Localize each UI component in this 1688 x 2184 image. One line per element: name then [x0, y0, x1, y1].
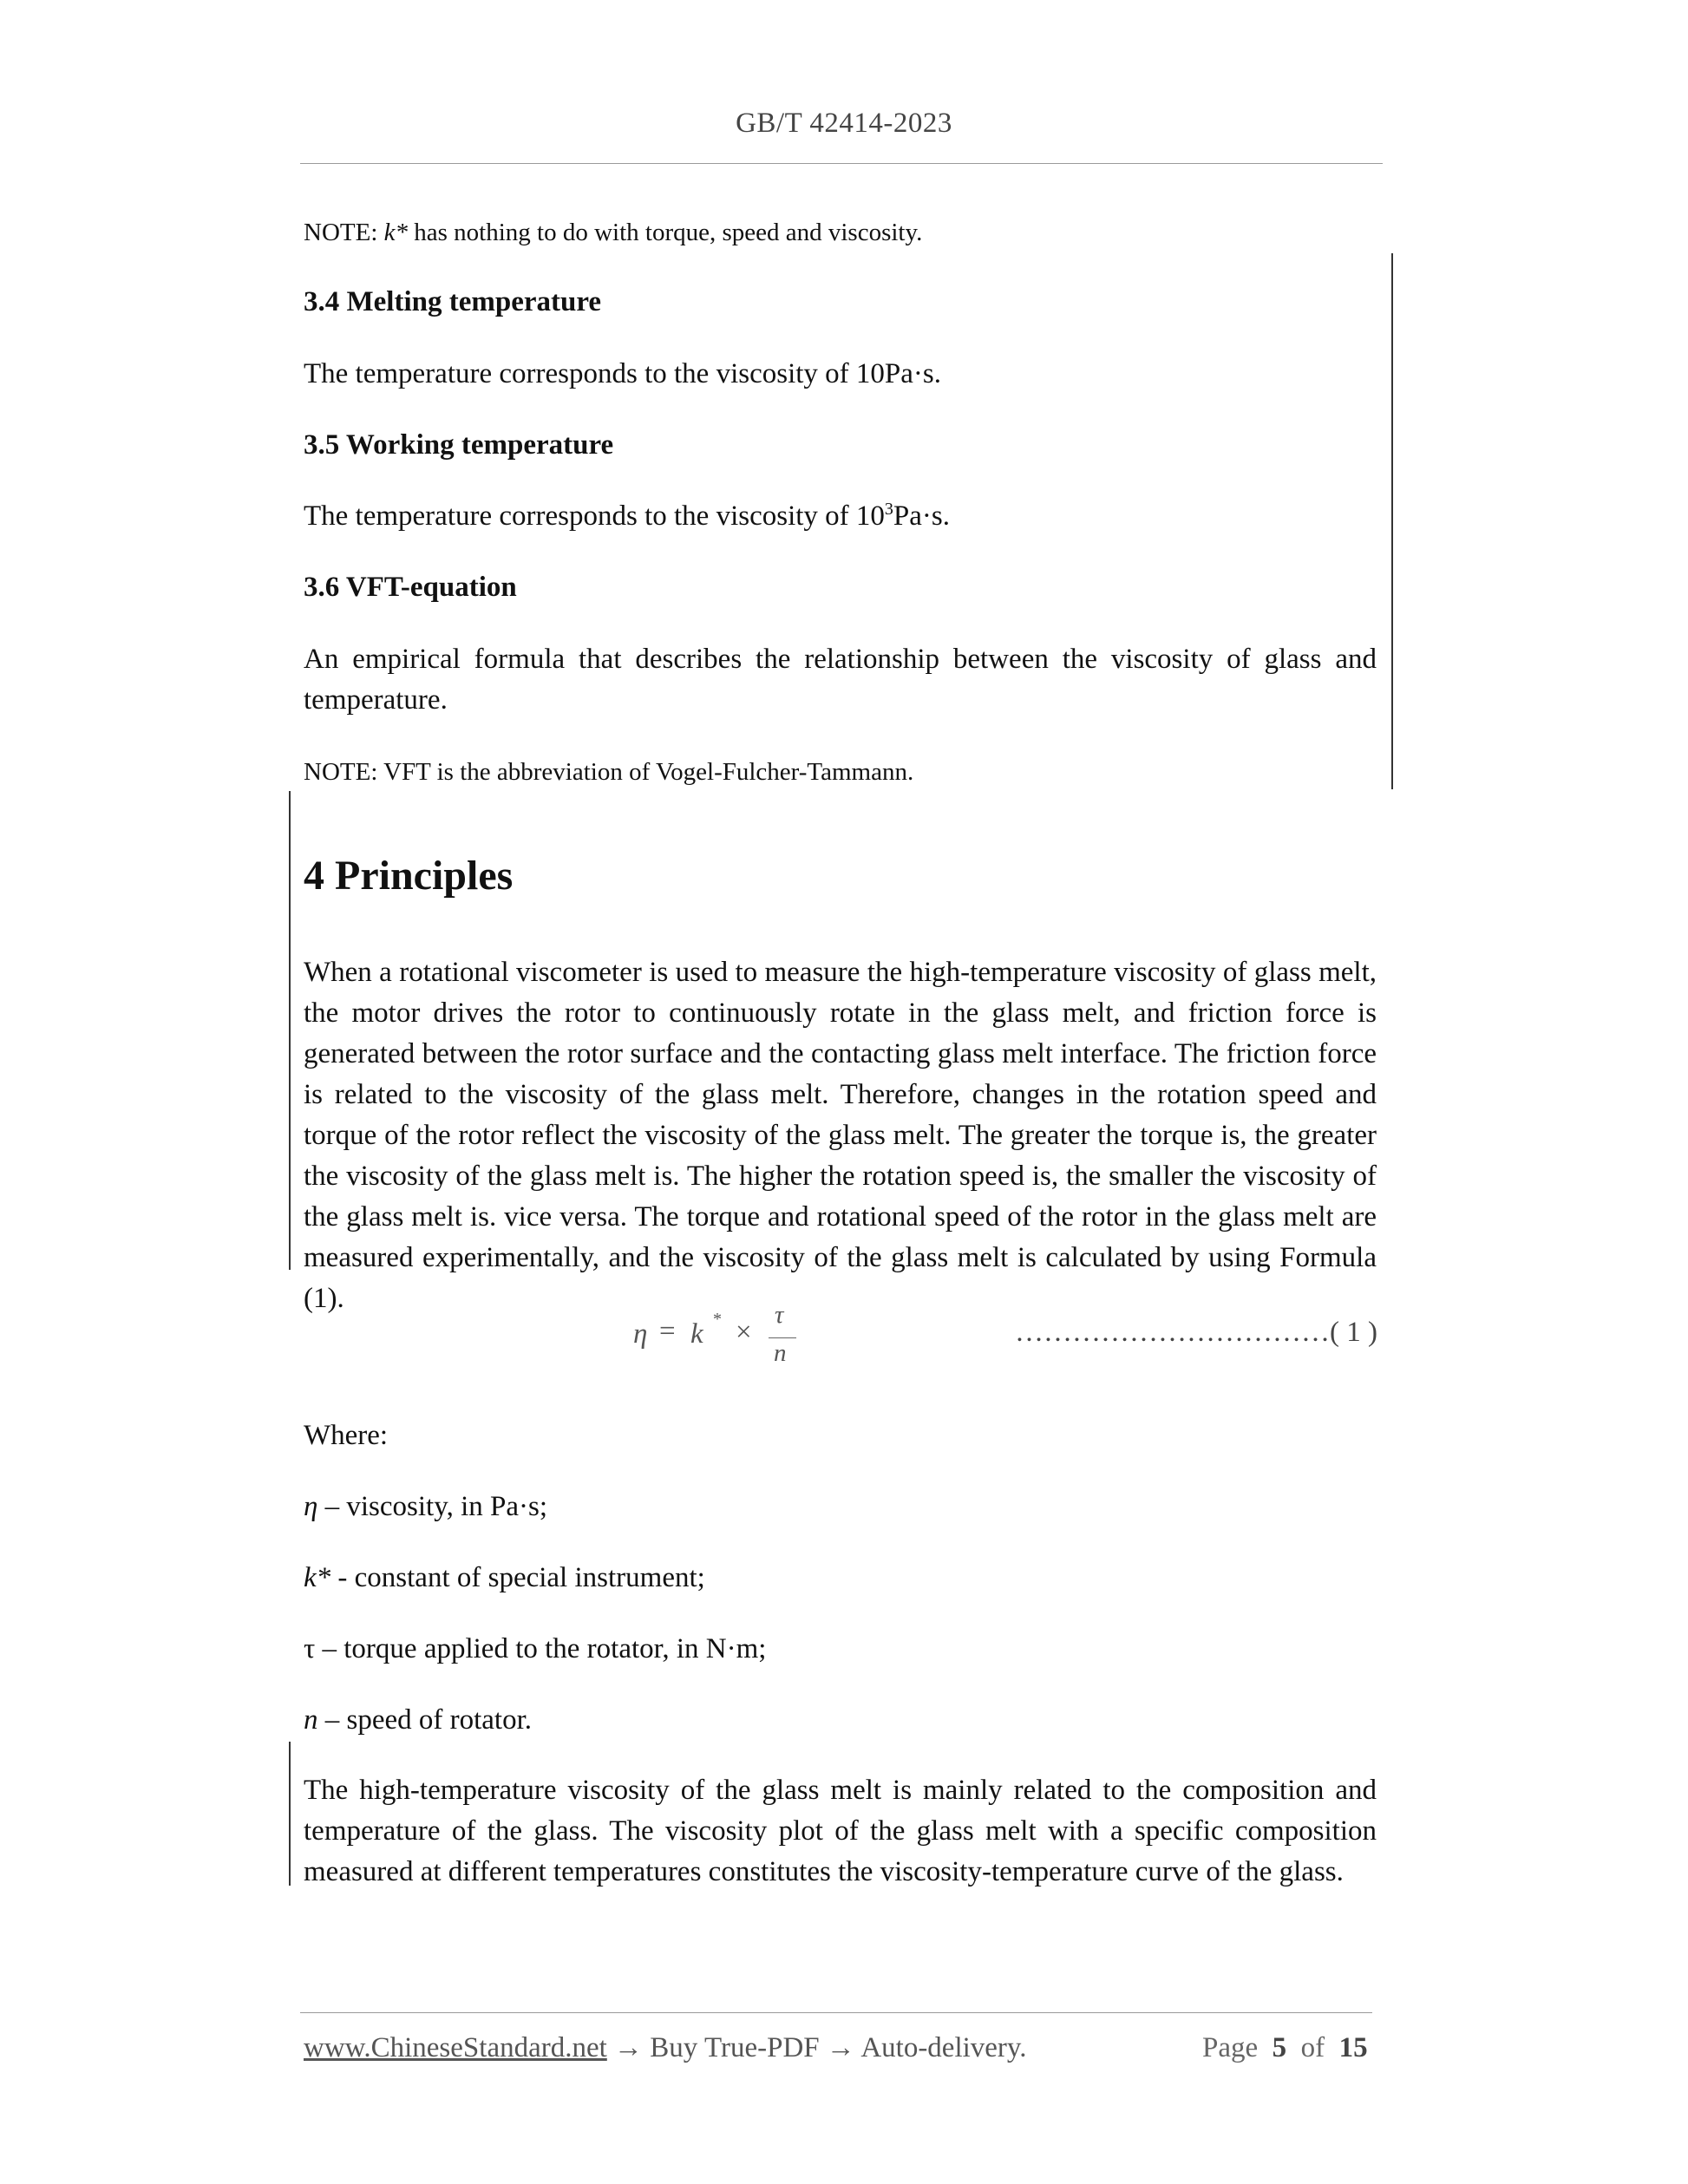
change-bar-right: [1391, 253, 1393, 789]
note-k-variable: k*: [383, 219, 408, 246]
note-prefix: NOTE:: [304, 219, 384, 246]
footer-promo: [304, 2032, 1027, 2064]
site-link[interactable]: www.ChineseStandard.net: [304, 2032, 607, 2063]
working-temp-text: The temperature corresponds to the viscosity of 10: [304, 500, 885, 532]
definition-k-star: [304, 1558, 705, 1599]
principles-paragraph: When a rotational viscometer is used to measure the high-temperature viscosity of glass melt, the motor drives the rotor to continuously rotate in the glass melt, and friction force is generated between the rotor surface and the contacting glass melt interface. The friction force is related to the viscosity of the glass melt. Therefore, changes in the rotation speed and torque of the rotor reflect the viscosity of the glass melt. The greater the torque is, the greater the viscosity of the glass melt is. The higher the rotation speed is, the smaller the viscosity of the glass melt is. vice versa. The torque and rotational speed of the rotor in the glass melt are measured experimentally, and the viscosity of the glass melt is calculated by using Formula (1).: [304, 957, 1377, 1314]
symbol-eta: η: [304, 1491, 318, 1522]
note-k-star: [304, 215, 1377, 250]
footer-divider: [300, 2012, 1372, 2013]
header-standard-code: GB/T 42414-2023: [736, 108, 952, 139]
page-number: 5: [1272, 2032, 1287, 2063]
heading-3-4: 3.4 Melting temperature: [304, 286, 602, 317]
definition-tau-text: – torque applied to the rotator, in N·m;: [315, 1633, 767, 1664]
formula-times: ×: [736, 1317, 752, 1348]
symbol-tau: τ: [304, 1633, 316, 1664]
formula-equals: =: [659, 1316, 676, 1347]
page-total: 15: [1338, 2032, 1368, 2063]
definition-eta: [304, 1487, 547, 1527]
definition-working-temperature: [304, 496, 1377, 537]
definition-n-text: – speed of rotator.: [317, 1704, 533, 1736]
note-vft: NOTE: VFT is the abbreviation of Vogel-Fulcher-Tammann.: [304, 758, 914, 786]
where-label: Where:: [304, 1420, 389, 1451]
definition-tau: [304, 1629, 766, 1670]
viscosity-curve-paragraph: The high-temperature viscosity of the glass melt is mainly related to the composition and temperature of the glass. The viscosity plot of the glass melt with a specific composition measured at different temperatures constitutes the viscosity-temperature curve of the glass.: [304, 1775, 1377, 1887]
working-temp-unit: Pa·s.: [893, 500, 950, 532]
page-indicator: [1202, 2032, 1368, 2064]
arrow-icon: →: [819, 2032, 861, 2063]
arrow-icon: →: [606, 2032, 651, 2063]
buy-pdf-text: Buy True-PDF: [650, 2032, 820, 2063]
formula-n: n: [774, 1339, 787, 1367]
change-bar-left-closing: [289, 1742, 291, 1886]
page-label: Page: [1202, 2032, 1259, 2063]
symbol-k-star: k*: [304, 1562, 331, 1593]
formula-star: *: [713, 1310, 722, 1329]
definition-melting-temperature: The temperature corresponds to the viscosity of 10Pa·s.: [304, 358, 941, 389]
note-k-text: has nothing to do with torque, speed and viscosity.: [408, 219, 923, 246]
definition-n: [304, 1700, 532, 1741]
header-divider: [300, 163, 1383, 164]
exponent: 3: [884, 500, 893, 519]
formula-eta: η: [633, 1318, 648, 1350]
heading-4-principles: 4 Principles: [304, 853, 514, 899]
auto-delivery-text: Auto-delivery.: [860, 2032, 1027, 2063]
formula-tau: τ: [775, 1301, 784, 1329]
definition-k-star-text: - constant of special instrument;: [330, 1562, 705, 1593]
heading-3-6: 3.6 VFT-equation: [304, 572, 517, 603]
formula-fraction-bar: [769, 1337, 796, 1338]
formula-number: ……………………………( 1 ): [1015, 1317, 1377, 1348]
of-label: of: [1300, 2032, 1325, 2063]
formula-k: k: [690, 1318, 703, 1350]
heading-3-5: 3.5 Working temperature: [304, 429, 614, 461]
change-bar-left-principles: [289, 791, 291, 1270]
symbol-n: n: [304, 1704, 318, 1736]
definition-eta-text: – viscosity, in Pa·s;: [317, 1491, 547, 1522]
definition-vft-equation: An empirical formula that describes the relationship between the viscosity of glass and temperature.: [304, 644, 1377, 716]
